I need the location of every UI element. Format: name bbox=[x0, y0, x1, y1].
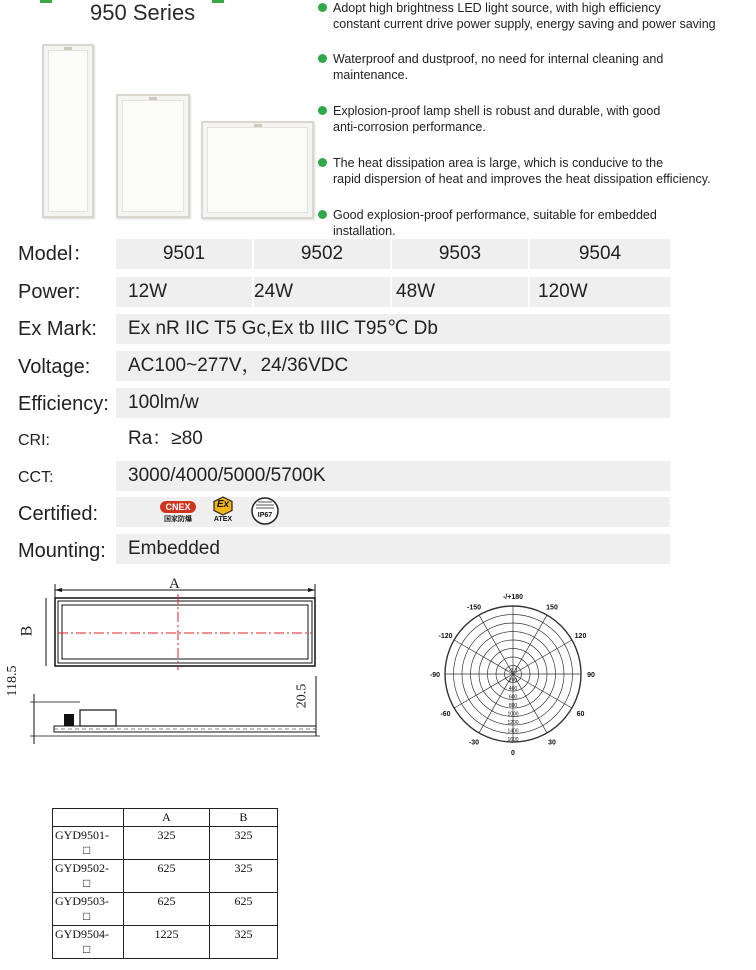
checkbox-icon: □ bbox=[83, 876, 91, 890]
polar-angle-label: 90 bbox=[587, 672, 595, 679]
polar-spoke bbox=[513, 674, 572, 708]
dim-label-a: A bbox=[169, 576, 180, 592]
bullet-icon bbox=[318, 158, 327, 167]
polar-center-label: -9.3 bbox=[508, 668, 518, 674]
model-cell: 9504 bbox=[530, 239, 670, 269]
certified-row bbox=[116, 497, 670, 527]
bullet-icon bbox=[318, 210, 327, 219]
dim-label-height: 118.5 bbox=[5, 665, 20, 697]
checkbox-icon: □ bbox=[83, 942, 91, 956]
table-cell-model: GYD9501- bbox=[55, 828, 109, 842]
table-cell: 625 bbox=[209, 893, 277, 926]
ex-text: Ex bbox=[216, 499, 230, 510]
power-cell: 48W bbox=[392, 277, 528, 307]
table-header bbox=[53, 809, 124, 827]
cnex-logo bbox=[160, 498, 198, 526]
spec-label-certified: Certified: bbox=[18, 503, 99, 525]
dim-label-side: 20.5 bbox=[294, 683, 310, 709]
feature-item: Waterproof and dustproof, no need for internal cleaning and maintenance. bbox=[318, 51, 748, 83]
ip67-text: IP67 bbox=[257, 512, 273, 519]
polar-ring-label: 1000 bbox=[507, 711, 519, 718]
polar-angle-label: 150 bbox=[546, 604, 558, 612]
polar-angle-label: -/+180 bbox=[502, 594, 524, 601]
polar-ring-label: 1400 bbox=[507, 728, 519, 735]
polar-spoke bbox=[454, 674, 513, 708]
bullet-icon bbox=[318, 106, 327, 115]
bullet-icon bbox=[318, 3, 327, 12]
dimension-table bbox=[52, 808, 278, 959]
model-cell: 9503 bbox=[392, 239, 528, 269]
table-header: B bbox=[209, 809, 277, 827]
polar-ring-label: 200 bbox=[508, 677, 518, 684]
polar-ring-label: 600 bbox=[508, 694, 518, 701]
table-header-row bbox=[53, 809, 278, 827]
dimension-drawing bbox=[20, 576, 340, 756]
feature-item: Good explosion-proof performance, suitable for embedded installation. bbox=[318, 207, 748, 239]
polar-angle-label: -30 bbox=[468, 739, 480, 747]
polar-ring-label: 400 bbox=[508, 686, 518, 692]
table-row bbox=[53, 827, 278, 860]
table-cell: 1225 bbox=[124, 926, 210, 959]
table-row bbox=[53, 860, 278, 893]
dim-label-b: B bbox=[18, 625, 36, 637]
feature-item: The heat dissipation area is large, which is conducive to the rapid dispersion of heat and improves the heat dissipation efficiency. bbox=[318, 155, 748, 187]
spec-label-exmark: Ex Mark: bbox=[18, 318, 97, 340]
polar-ring-label: 1200 bbox=[507, 720, 519, 726]
spec-label-model: Model： bbox=[18, 243, 93, 265]
polar-angle-label: 60 bbox=[576, 711, 585, 718]
polar-angle-label: -150 bbox=[466, 604, 482, 612]
spec-label-cct: CCT: bbox=[18, 469, 54, 486]
table-cell: 625 bbox=[124, 860, 210, 893]
checkbox-icon: □ bbox=[83, 909, 91, 923]
atex-logo bbox=[209, 496, 237, 526]
polar-angle-label: 30 bbox=[548, 739, 556, 747]
table-cell: 325 bbox=[124, 827, 210, 860]
light-distribution-polar bbox=[418, 586, 608, 766]
spec-label-voltage: Voltage: bbox=[18, 356, 91, 378]
cnex-sub: 国家防爆 bbox=[164, 516, 192, 523]
power-cell: 120W bbox=[530, 277, 670, 307]
atex-text: ATEX bbox=[213, 516, 233, 523]
power-cell: 12W bbox=[116, 277, 252, 307]
table-cell: 325 bbox=[209, 827, 277, 860]
bullet-icon bbox=[318, 54, 327, 63]
series-title: 950 Series bbox=[90, 0, 196, 25]
efficiency-value: 100lm/w bbox=[116, 388, 670, 418]
table-cell-model: GYD9504- bbox=[55, 927, 109, 941]
cri-value: Ra：≥80 bbox=[116, 424, 670, 454]
polar-angle-label: -90 bbox=[429, 672, 441, 679]
product-image-9502 bbox=[116, 94, 190, 218]
polar-spoke bbox=[513, 640, 572, 674]
product-image-9503 bbox=[201, 121, 314, 219]
power-cell: 24W bbox=[254, 277, 390, 307]
checkbox-icon: □ bbox=[83, 843, 91, 857]
spec-label-cri: CRI: bbox=[18, 432, 50, 449]
cnex-badge: CNEX bbox=[160, 501, 196, 513]
voltage-value: AC100~277V，24/36VDC bbox=[116, 351, 670, 381]
ip67-logo bbox=[250, 496, 282, 526]
mounting-value: Embedded bbox=[116, 534, 670, 564]
polar-angle-label: 120 bbox=[574, 633, 587, 640]
feature-item: Explosion-proof lamp shell is robust and durable, with good anti-corrosion performance. bbox=[318, 103, 748, 135]
polar-spoke bbox=[454, 640, 513, 674]
polar-ring-label: 1600 bbox=[507, 737, 519, 743]
table-header: A bbox=[124, 809, 210, 827]
cct-value: 3000/4000/5000/5700K bbox=[116, 461, 670, 491]
polar-ring-label: 800 bbox=[508, 703, 518, 709]
table-cell: 625 bbox=[124, 893, 210, 926]
spec-label-power: Power: bbox=[18, 281, 81, 303]
polar-angle-label: 0 bbox=[511, 750, 515, 757]
table-cell: 325 bbox=[209, 860, 277, 893]
polar-angle-label: -120 bbox=[438, 633, 453, 640]
product-image-9504 bbox=[42, 44, 94, 218]
table-row bbox=[53, 893, 278, 926]
ip67-circle-icon bbox=[250, 496, 280, 526]
polar-spoke bbox=[479, 615, 513, 674]
polar-spoke bbox=[513, 615, 547, 674]
exmark-value: Ex nR IIC T5 Gc,Ex tb IIIC T95℃ Db bbox=[116, 314, 670, 344]
model-cell: 9501 bbox=[116, 239, 252, 269]
table-cell-model: GYD9502- bbox=[55, 861, 109, 875]
table-cell: 325 bbox=[209, 926, 277, 959]
table-row bbox=[53, 926, 278, 959]
feature-item: Adopt high brightness LED light source, with high efficiency constant current drive power supply, energy saving and power saving bbox=[318, 0, 748, 32]
table-cell-model: GYD9503- bbox=[55, 894, 109, 908]
header-accent-right bbox=[212, 0, 224, 3]
header-accent-left bbox=[40, 0, 52, 3]
model-cell: 9502 bbox=[254, 239, 390, 269]
polar-angle-label: -60 bbox=[440, 711, 451, 718]
spec-label-mounting: Mounting: bbox=[18, 540, 106, 562]
spec-label-efficiency: Efficiency: bbox=[18, 393, 109, 415]
